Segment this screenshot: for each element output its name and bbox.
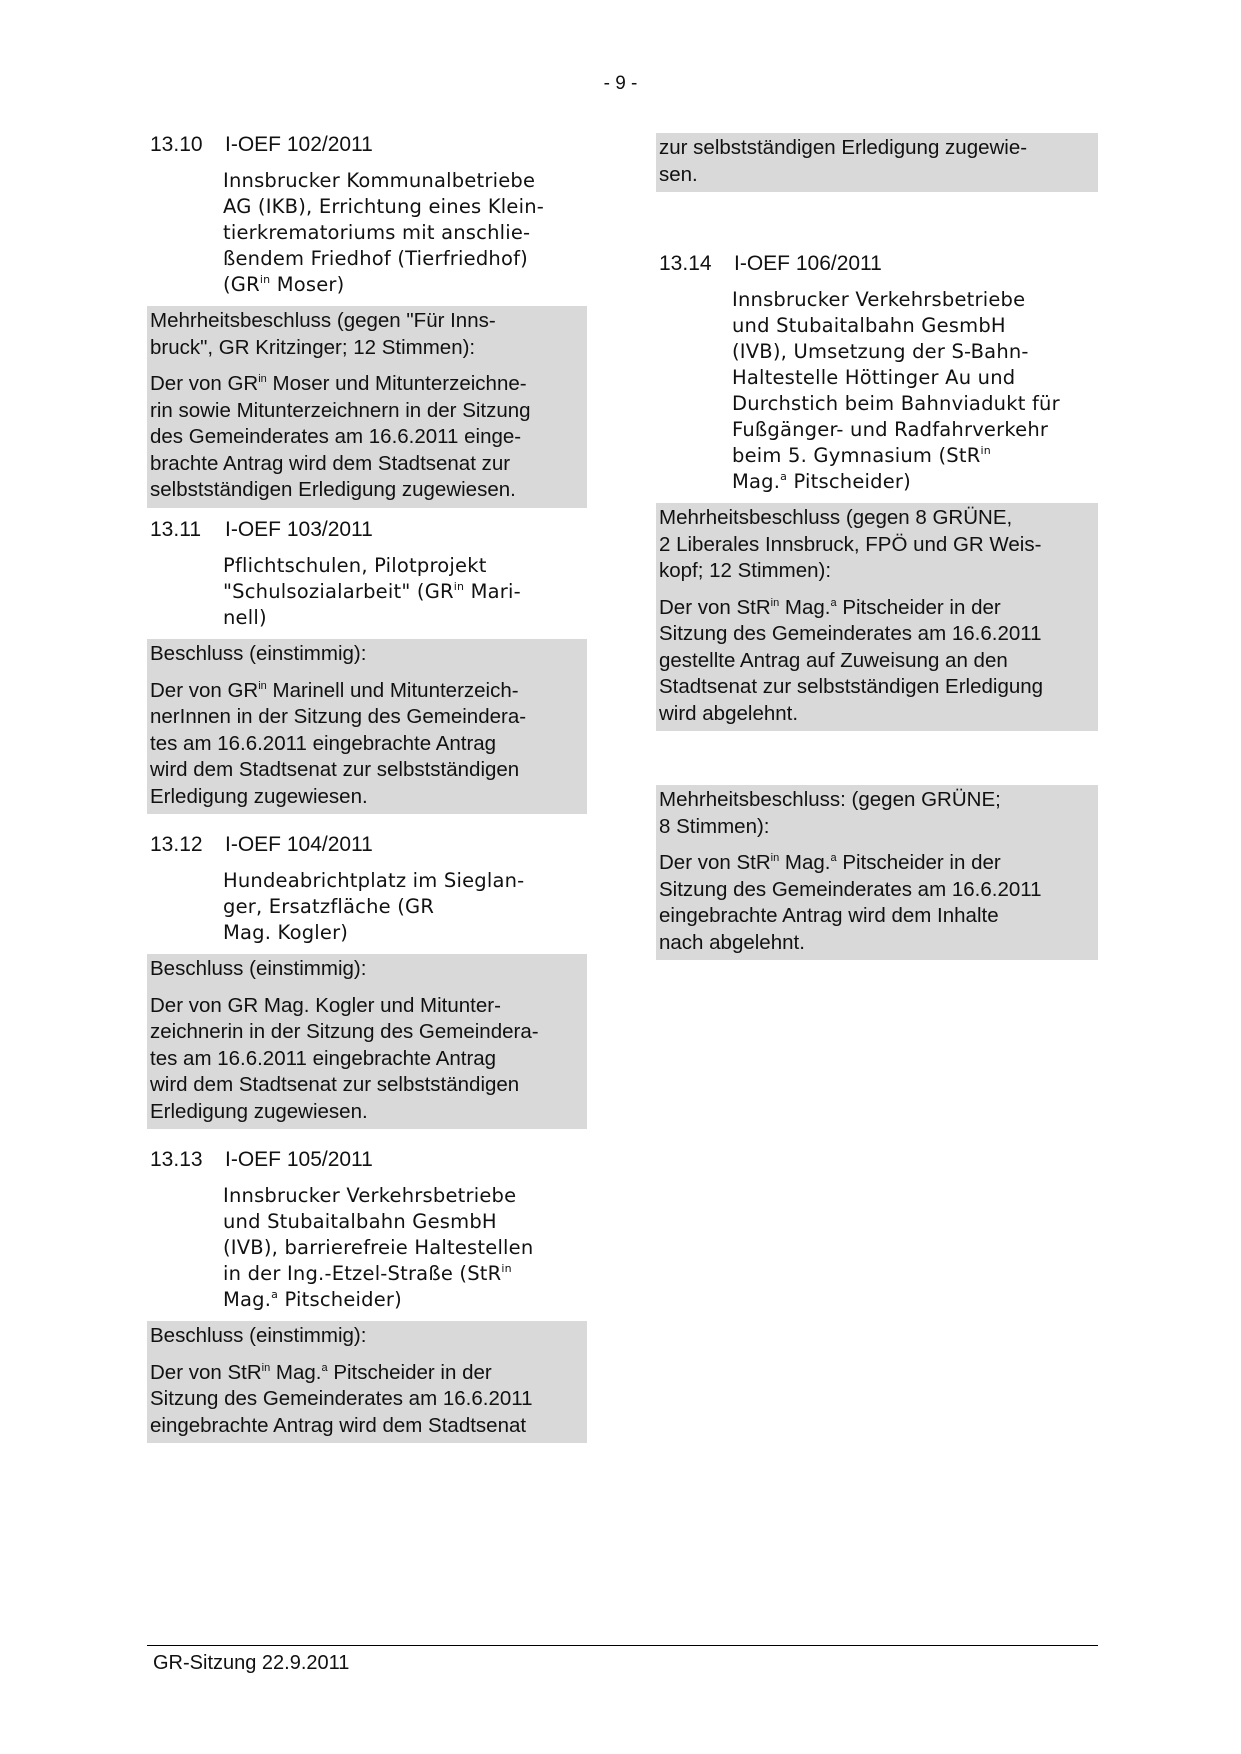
decision-box bbox=[656, 503, 1098, 731]
continuation-box: zur selbstständigen Erledigung zugewie- sen. bbox=[656, 133, 1098, 192]
item-reference: I-OEF 103/2011 bbox=[225, 518, 373, 541]
item-subject: Pflichtschulen, Pilotprojekt "Schulsozialarbeit" ($GR^{in}$ Mari- nell) bbox=[223, 554, 521, 629]
agenda-item-13-11 bbox=[147, 516, 587, 814]
footer-divider bbox=[147, 1645, 1098, 1646]
decision-label: Mehrheitsbeschluss (gegen "Für Inns- bruck", GR Kritzinger; 12 Stimmen): bbox=[150, 309, 496, 359]
agenda-item-13-10 bbox=[147, 131, 587, 508]
decision-text: Der von GR Mag. Kogler und Mitunter- zeichnerin in der Sitzung des Gemeindera- tes am 16.6.2011 eingebrachte Antrag wird dem Stadtsenat zur selbstständigen Erledigung zugewiesen. bbox=[150, 993, 539, 1123]
agenda-item-13-12 bbox=[147, 831, 587, 1129]
item-subject: Innsbrucker Verkehrsbetriebe und Stubaitalbahn GesmbH (IVB), barrierefreie Haltestellen in der Ing.-Etzel-Straße (StR$^{in}$ Mag.$^a$ Pitscheider) bbox=[223, 1184, 534, 1311]
item-number: 13.13 bbox=[150, 1148, 203, 1171]
second-decision-box bbox=[656, 785, 1098, 960]
item-reference: I-OEF 104/2011 bbox=[225, 833, 373, 856]
page-number: - 9 - bbox=[603, 73, 638, 94]
decision-text: Der von StR$^{in}$ Mag.$^a$ Pitscheider in der Sitzung des Gemeinderates am 16.6.2011 eingebrachte Antrag wird dem Inhalte nach abgelehnt. bbox=[659, 851, 1042, 954]
item-reference: I-OEF 102/2011 bbox=[225, 133, 373, 156]
decision-box bbox=[147, 639, 587, 814]
item-number: 13.11 bbox=[150, 518, 201, 541]
item-number: 13.10 bbox=[150, 133, 203, 156]
item-subject: Innsbrucker Verkehrsbetriebe und Stubaitalbahn GesmbH (IVB), Umsetzung der S-Bahn- Haltestelle Höttinger Au und Durchstich beim Bahnviadukt für Fußgänger- und Radfahrverkehr beim 5. Gymnasium (StR$^{in}$ Mag.$^a$ Pitscheider) bbox=[732, 288, 1060, 493]
item-subject: Innsbrucker Kommunalbetriebe AG (IKB), Errichtung eines Klein- tierkrematoriums mit anschlie- ßendem Friedhof (Tierfriedhof) ($GR^{in}$ Moser) bbox=[223, 169, 545, 296]
decision-text: Der von StR$^{in}$ Mag.$^a$ Pitscheider in der Sitzung des Gemeinderates am 16.6.2011 eingebrachte Antrag wird dem Stadtsenat bbox=[150, 1360, 533, 1437]
decision-text: Der von StR$^{in}$ Mag.$^a$ Pitscheider in der Sitzung des Gemeinderates am 16.6.2011 gestellte Antrag auf Zuweisung an den Stadtsenat zur selbstständigen Erledigung wird abgelehnt. bbox=[659, 595, 1044, 725]
decision-label: Mehrheitsbeschluss: (gegen GRÜNE; 8 Stimmen): bbox=[659, 788, 1001, 838]
agenda-item-13-13 bbox=[147, 1146, 587, 1443]
decision-text: Der von $GR^{in}$ Marinell und Mitunterzeich- nerInnen in der Sitzung des Gemeindera- tes am 16.6.2011 eingebrachte Antrag wird dem Stadtsenat zur selbstständigen Erledigung zugewiesen. bbox=[150, 678, 527, 808]
decision-label: Mehrheitsbeschluss (gegen 8 GRÜNE, 2 Liberales Innsbruck, FPÖ und GR Weis- kopf; 12 Stimmen): bbox=[659, 506, 1042, 582]
decision-box bbox=[147, 306, 587, 508]
agenda-item-13-14 bbox=[656, 250, 1098, 731]
item-reference: I-OEF 106/2011 bbox=[734, 252, 882, 275]
decision-box bbox=[147, 1321, 587, 1443]
item-reference: I-OEF 105/2011 bbox=[225, 1148, 373, 1171]
decision-label: Beschluss (einstimmig): bbox=[150, 642, 367, 665]
item-subject: Hundeabrichtplatz im Sieglan- ger, Ersatzfläche (GR Mag. Kogler) bbox=[223, 869, 525, 944]
footer-text: GR-Sitzung 22.9.2011 bbox=[153, 1652, 350, 1674]
decision-box bbox=[147, 954, 587, 1129]
decision-label: Beschluss (einstimmig): bbox=[150, 1324, 367, 1347]
decision-label: Beschluss (einstimmig): bbox=[150, 957, 367, 980]
item-number: 13.14 bbox=[659, 252, 712, 275]
item-number: 13.12 bbox=[150, 833, 203, 856]
decision-text: Der von $GR^{in}$ Moser und Mitunterzeichne- rin sowie Mitunterzeichnern in der Sitzung des Gemeinderates am 16.6.2011 einge- brachte Antrag wird dem Stadtsenat zur selbstständigen Erledigung zugewiesen. bbox=[150, 372, 531, 501]
